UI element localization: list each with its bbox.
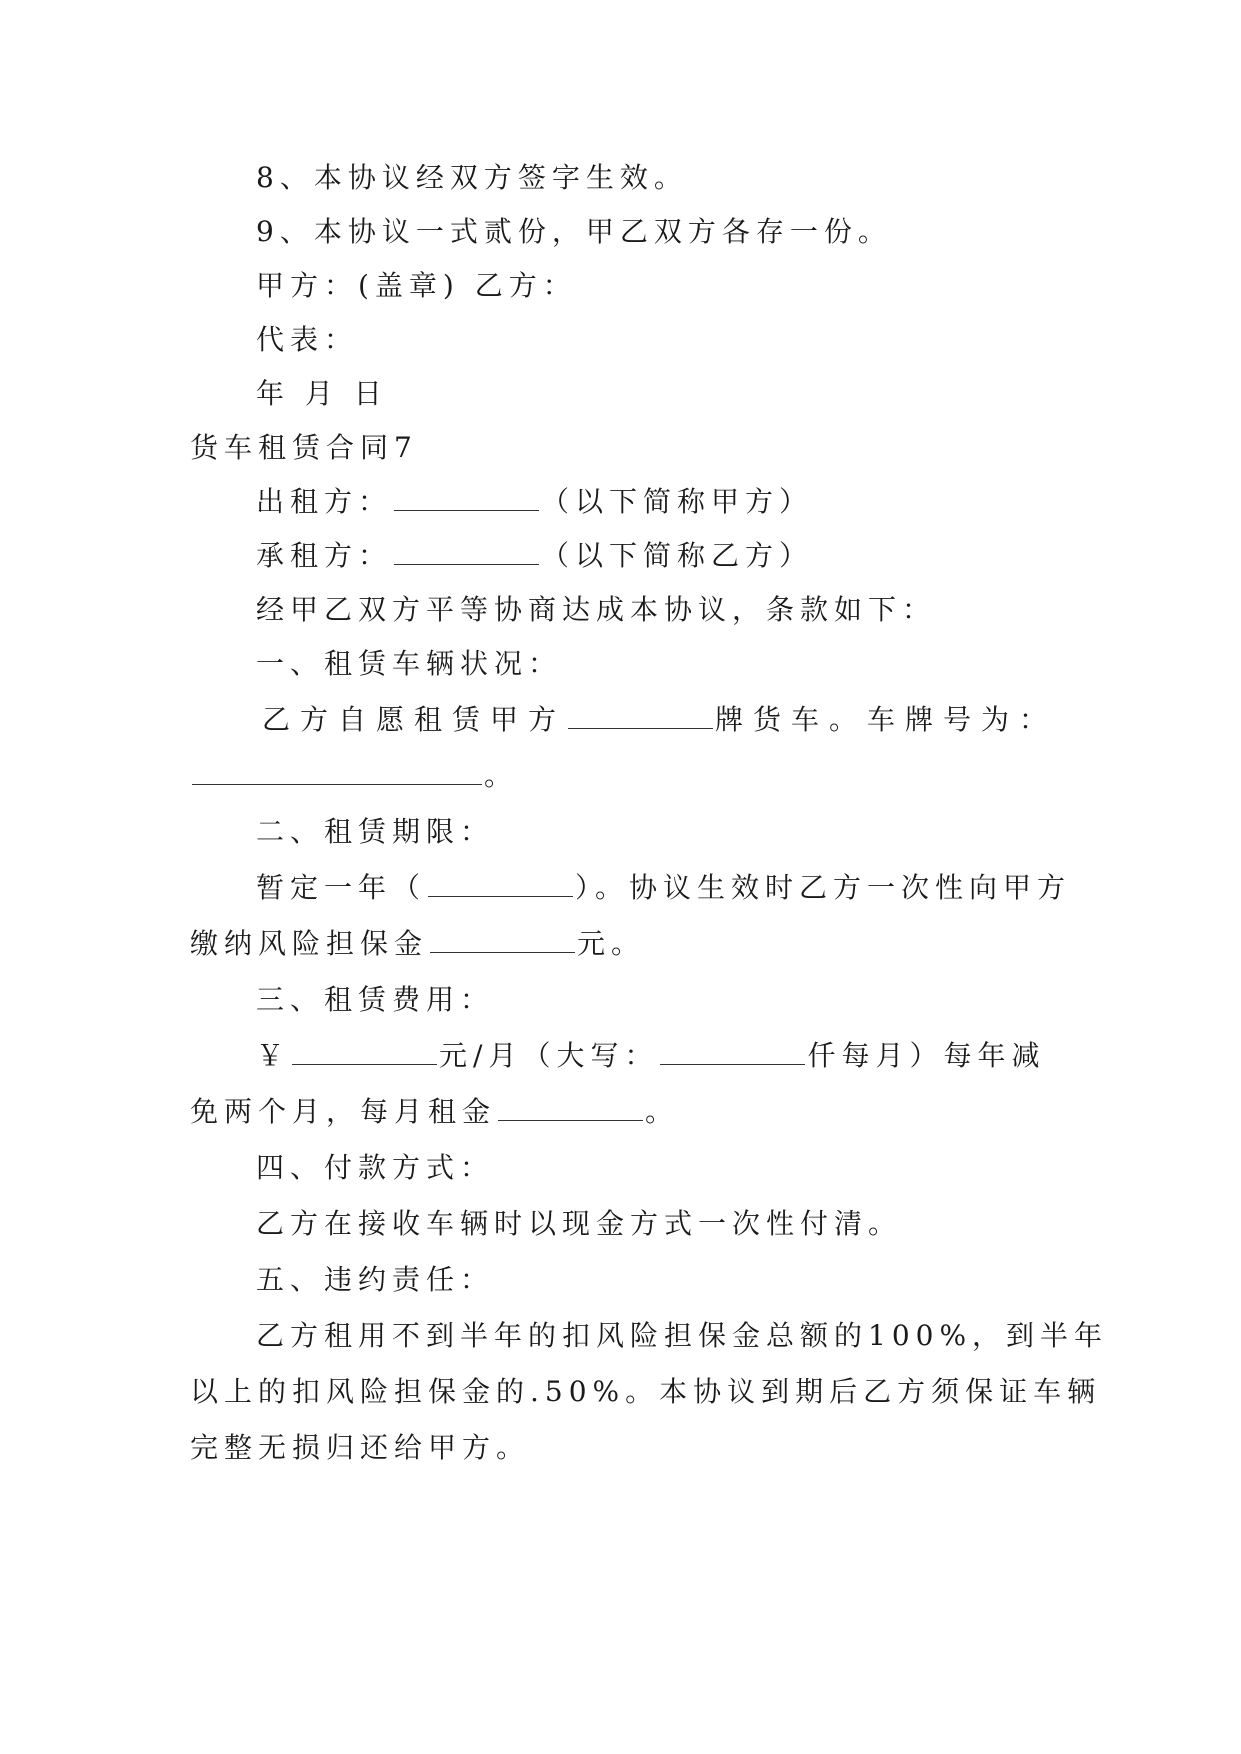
section-3-text — [256, 1036, 1045, 1076]
date-line: 年 月 日 — [256, 377, 388, 410]
s2-part-b: ）。协议生效时乙方一次性向甲方 — [575, 871, 1072, 904]
contract-title: 货车租赁合同7 — [190, 431, 418, 464]
section-4-title: 四、付款方式： — [256, 1151, 495, 1184]
s3-part-d: 免两个月，每月租金 — [190, 1095, 497, 1128]
brand-blank — [568, 702, 713, 729]
s3-part-c: 仟每月）每年减 — [807, 1039, 1046, 1072]
representative-line: 代表： — [256, 323, 359, 356]
s3-currency: ￥ — [256, 1039, 291, 1072]
deposit-blank — [430, 926, 575, 953]
s2-part-d: 元。 — [577, 927, 646, 960]
plate-line — [190, 756, 518, 796]
lessor-line — [256, 482, 813, 522]
section-1-title: 一、租赁车辆状况： — [256, 647, 563, 680]
section-2-title: 二、租赁期限： — [256, 815, 495, 848]
plate-blank — [192, 758, 482, 785]
deposit-line — [190, 924, 645, 964]
lessee-line — [256, 536, 813, 576]
lessee-note: （以下简称乙方） — [541, 539, 814, 572]
fee-capital-blank — [660, 1038, 805, 1065]
clause-9: 9、本协议一式贰份，甲乙双方各存一份。 — [256, 215, 892, 248]
section-3-title: 三、租赁费用： — [256, 983, 495, 1016]
section-5-title: 五、违约责任： — [256, 1263, 495, 1296]
s2-part-c: 缴纳风险担保金 — [190, 927, 429, 960]
section-2-text — [256, 868, 1071, 908]
section-1-text — [262, 700, 1057, 740]
lessor-label: 出租方： — [256, 485, 393, 518]
lessee-label: 承租方： — [256, 539, 393, 572]
s3-part-e: 。 — [645, 1095, 680, 1128]
intro-line: 经甲乙双方平等协商达成本协议，条款如下： — [256, 593, 937, 626]
s1-part-b: 牌货车。车牌号为： — [715, 703, 1058, 736]
clause-8: 8、本协议经双方签字生效。 — [256, 161, 688, 194]
s3-part-b: 元/月（大写： — [439, 1039, 659, 1072]
lessee-blank — [394, 538, 539, 565]
rent-line — [190, 1092, 679, 1132]
s1-part-a: 乙方自愿租赁甲方 — [262, 703, 567, 736]
s1-end: 。 — [484, 759, 519, 792]
section-5-text-3: 完整无损归还给甲方。 — [190, 1431, 531, 1464]
signature-parties: 甲方：(盖章) 乙方： — [256, 269, 577, 302]
rent-blank — [498, 1094, 643, 1121]
lessor-note: （以下简称甲方） — [541, 485, 814, 518]
term-blank — [428, 870, 573, 897]
section-5-text-1: 乙方租用不到半年的扣风险担保金总额的100%，到半年 — [256, 1319, 1109, 1352]
lessor-blank — [394, 484, 539, 511]
s2-part-a: 暂定一年（ — [256, 871, 427, 904]
section-5-text-2: 以上的扣风险担保金的.50%。本协议到期后乙方须保证车辆 — [190, 1375, 1102, 1408]
monthly-fee-blank — [292, 1038, 437, 1065]
section-4-text: 乙方在接收车辆时以现金方式一次性付清。 — [256, 1207, 903, 1240]
